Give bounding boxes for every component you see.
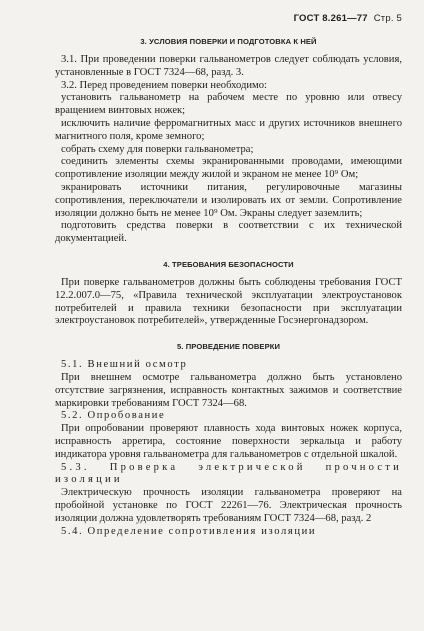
- page-number: Стр. 5: [373, 13, 402, 24]
- list-item-level: установить гальванометр на рабочем месте по уровню или отвесу вращением винтовых ножек;: [55, 92, 402, 117]
- paragraph-5-3: Электрическую прочность изоляции гальванометра проверяют на пробойной установке по ГОСТ 22261—76. Электрическая прочность изоляции должна удовлетворять требованиям ГОСТ 7324—68, разд. 2: [55, 487, 402, 524]
- paragraph-3-1: 3.1. При проведении поверки гальванометров следует соблюдать условия, установленные в ГОСТ 7324—68, разд. 3.: [55, 54, 402, 78]
- list-item-tools: подготовить средства поверки в соответствии с их технической документацией.: [55, 220, 402, 245]
- page-header: [294, 13, 402, 24]
- paragraph-5-2: При опробовании проверяют плавность хода винтовых ножек корпуса, исправность арретира, состояние поверхности зеркальца и работу индикатора уровня гальванометра для гальванометров с отдельной шкалой.: [55, 423, 402, 460]
- page-content: [55, 31, 402, 538]
- list-item-magnetic: исключить наличие ферромагнитных масс и других источников внешнего магнитного поля, кроме земного;: [55, 117, 402, 142]
- heading-5-3: 5.3. Проверка электрической прочности изоляции: [55, 461, 402, 486]
- list-item-circuit: собрать схему для поверки гальванометра;: [61, 143, 254, 155]
- list-item-wires: соединить элементы схемы экранированными проводами, имеющими сопротивление изоляции между жилой и экраном не менее 10⁹ Ом;: [55, 156, 402, 181]
- section-3-title: 3. УСЛОВИЯ ПОВЕРКИ И ПОДГОТОВКА К НЕЙ: [140, 37, 317, 46]
- standard-code: ГОСТ 8.261—77: [293, 13, 368, 24]
- paragraph-3-2: 3.2. Перед проведением поверки необходимо:: [61, 79, 267, 91]
- paragraph-5-1: При внешнем осмотре гальванометра должно быть установлено отсутствие загрязнения, исправность контактных зажимов и соответствие маркировки требованиям ГОСТ 7324—68.: [55, 371, 402, 409]
- heading-5-4: 5.4. Определение сопротивления изоляции: [61, 525, 317, 537]
- section-4-title: 4. ТРЕБОВАНИЯ БЕЗОПАСНОСТИ: [163, 259, 294, 269]
- heading-5-2: 5.2. Опробование: [61, 410, 166, 422]
- heading-5-1: 5.1. Внешний осмотр: [61, 359, 188, 371]
- section-5-title: 5. ПРОВЕДЕНИЕ ПОВЕРКИ: [176, 342, 281, 352]
- list-item-shielding: экранировать источники питания, регулировочные магазины сопротивления, переключатели и изолировать их от земли. Сопротивление изоляции должно быть не менее 10⁹ Ом. Экраны следует заземлить;: [55, 181, 402, 219]
- paragraph-4: При поверке гальванометров должны быть соблюдены требования ГОСТ 12.2.007.0—75, «Правила технической эксплуатации электроустановок потребителей и правила техники безопасности при эксплуатации электроустановок потребителей», утвержденные Госэнергонадзором.: [55, 276, 402, 327]
